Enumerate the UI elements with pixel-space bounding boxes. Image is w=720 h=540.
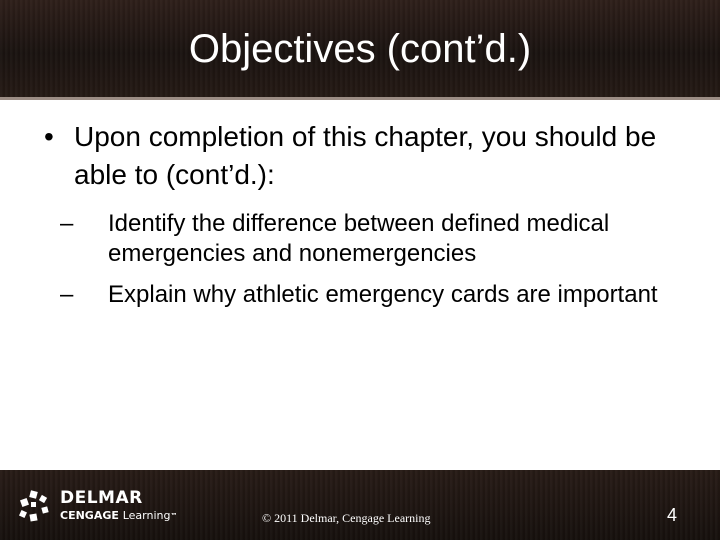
- copyright-notice: © 2011 Delmar, Cengage Learning: [262, 511, 431, 525]
- page-number: 4: [666, 505, 677, 525]
- delmar-cengage-logo: [18, 488, 198, 528]
- slide-title: Objectives (cont’d.): [188, 27, 532, 71]
- sub-bullet-list: [44, 209, 684, 310]
- slide-header: [0, 0, 720, 100]
- sub-bullet-text: Identify the difference between defined medical emergencies and nonemergencies: [108, 210, 610, 267]
- sub-bullet-item: [60, 209, 684, 269]
- logo-sub-light: Learning: [122, 509, 171, 522]
- logo-sub-bold: CENGAGE: [60, 509, 119, 522]
- bullet-item: [44, 118, 684, 194]
- slide-content: [44, 118, 684, 321]
- logo-subtitle: [60, 509, 178, 523]
- trademark: ™: [170, 512, 178, 520]
- logo-mark-icon: [18, 490, 50, 522]
- logo-wordmark: DELMAR: [60, 488, 143, 508]
- dash-marker: –: [60, 210, 74, 237]
- dash-marker: –: [60, 281, 74, 308]
- bullet-marker: •: [44, 121, 54, 152]
- sub-bullet-text: Explain why athletic emergency cards are important: [108, 281, 658, 308]
- bullet-text: Upon completion of this chapter, you should be able to (cont’d.):: [74, 121, 657, 190]
- sub-bullet-item: [60, 280, 684, 310]
- slide-footer: [0, 470, 720, 540]
